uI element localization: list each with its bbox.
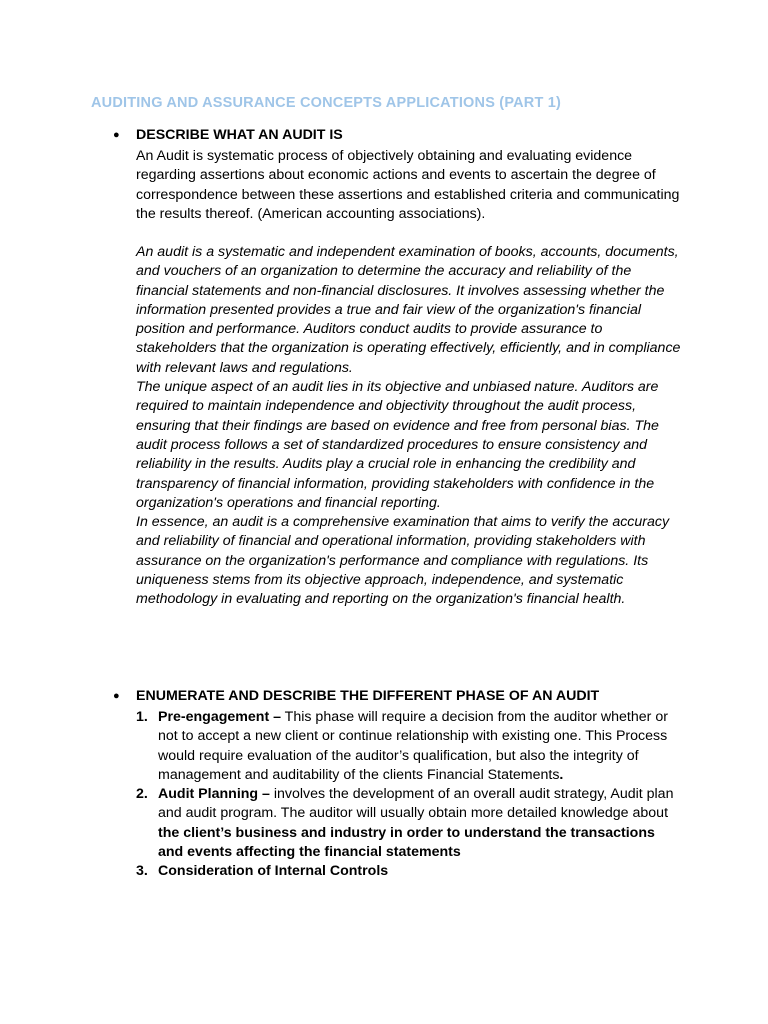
phase-number: 3. <box>136 863 148 880</box>
list-item <box>136 785 681 862</box>
phase-number: 2. <box>136 786 148 803</box>
audit-explanation <box>136 243 681 610</box>
section-heading: DESCRIBE WHAT AN AUDIT IS <box>136 127 343 143</box>
phase-text: involves the development of an overall audit strategy, Audit plan and audit program. The auditor will usually obtain more detailed knowledge about <box>158 786 674 822</box>
explanation-paragraph: An audit is a systematic and independent examination of books, accounts, documents, and vouchers of an organization to determine the accuracy and reliability of the financial statements and non-financial disclosures. It involves assessing whether the information presented provides a true and fair view of the organization's financial position and performance. Auditors conduct audits to provide assurance to stakeholders that the organization is operating effectively, efficiently, and in compliance with relevant laws and regulations. <box>136 244 681 376</box>
phase-text-bold: the client’s business and industry in order to understand the transactions and events affecting the financial statements <box>158 824 655 861</box>
list-item <box>136 708 681 785</box>
bullet-icon: ● <box>113 690 120 702</box>
explanation-paragraph: In essence, an audit is a comprehensive examination that aims to verify the accuracy and reliability of financial and operational information, providing stakeholders with assurance on the organization's performance and compliance with regulations. Its uniqueness stems from its objective approach, independence, and systematic methodology in evaluating and reporting on the organization's financial health. <box>136 514 670 608</box>
phase-list <box>136 708 681 882</box>
phase-text-bold: . <box>559 766 564 783</box>
audit-definition: An Audit is systematic process of objectively obtaining and evaluating evidence regarding assertions about economic actions and events to ascertain the degree of correspondence between these assertions and established criteria and communicating the results thereof. (American accounting associations). <box>136 148 680 222</box>
phase-title: Consideration of Internal Controls <box>158 863 389 880</box>
bullet-icon: ● <box>113 129 120 141</box>
list-item <box>136 862 681 881</box>
phase-number: 1. <box>136 709 148 725</box>
document-title: AUDITING AND ASSURANCE CONCEPTS APPLICATIONS (PART 1) <box>91 95 562 111</box>
explanation-paragraph: The unique aspect of an audit lies in its objective and unbiased nature. Auditors are required to maintain independence and objectivity throughout the audit process, ensuring that their findings are based on evidence and free from personal bias. The audit process follows a set of standardized procedures to ensure consistency and reliability in the results. Audits play a crucial role in enhancing the credibility and transparency of financial information, providing stakeholders with confidence in the organization's operations and financial reporting. <box>136 379 659 511</box>
phase-title: Audit Planning – <box>158 786 270 803</box>
section-heading: ENUMERATE AND DESCRIBE THE DIFFERENT PHASE OF AN AUDIT <box>136 688 600 704</box>
phase-title: Pre-engagement – <box>158 709 281 725</box>
phase-text: This phase will require a decision from the auditor whether or not to accept a new client or continue relationship with existing one. This Process would require evaluation of the auditor’s qualification, but also the integrity of management and auditability of the clients Financial Statements <box>158 709 668 783</box>
